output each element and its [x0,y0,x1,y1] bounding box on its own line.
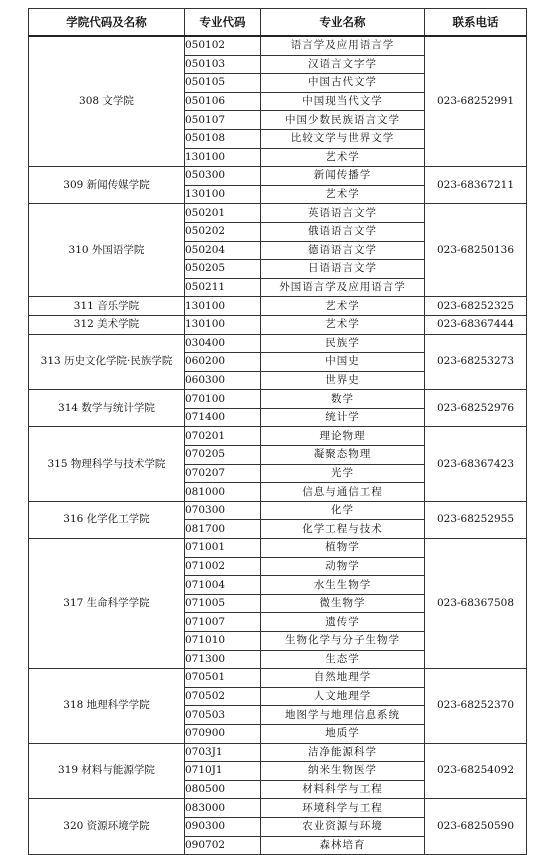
major-name: 化学 [261,501,425,520]
major-code: 081000 [185,483,261,502]
major-name: 凝聚态物理 [261,446,425,465]
header-major-name: 专业名称 [261,9,425,37]
major-name: 中国古代文学 [261,74,425,93]
major-name: 光学 [261,464,425,483]
table-row [29,204,527,223]
major-name: 艺术学 [261,297,425,316]
major-name: 洁净能源科学 [261,743,425,762]
major-name: 化学工程与技术 [261,520,425,539]
major-code: 0710J1 [185,762,261,781]
programs-table [28,8,527,855]
college-name: 314 数学与统计学院 [29,390,185,427]
major-code: 071002 [185,557,261,576]
college-name: 310 外国语学院 [29,204,185,297]
major-code: 050107 [185,111,261,130]
contact-phone: 023-68250136 [425,204,527,297]
contact-phone: 023-68252991 [425,36,527,167]
major-code: 050202 [185,222,261,241]
major-code: 050204 [185,241,261,260]
major-name: 世界史 [261,371,425,390]
major-code: 130100 [185,297,261,316]
major-code: 071004 [185,576,261,595]
major-code: 080500 [185,780,261,799]
college-name: 319 材料与能源学院 [29,743,185,799]
major-name: 中国现当代文学 [261,92,425,111]
major-code: 070205 [185,446,261,465]
major-code: 050211 [185,278,261,297]
major-name: 艺术学 [261,148,425,167]
major-name: 植物学 [261,539,425,558]
table-row [29,539,527,558]
major-name: 德语语言文学 [261,241,425,260]
major-name: 生物化学与分子生物学 [261,632,425,651]
major-name: 外国语言学及应用语言学 [261,278,425,297]
major-code: 060200 [185,353,261,372]
major-name: 遗传学 [261,613,425,632]
table-row [29,501,527,520]
contact-phone: 023-68367444 [425,315,527,334]
contact-phone: 023-68252955 [425,501,527,538]
header-phone: 联系电话 [425,9,527,37]
major-code: 130100 [185,148,261,167]
major-name: 俄语语言文学 [261,222,425,241]
table-row [29,315,527,334]
major-code: 070100 [185,390,261,409]
major-name: 数学 [261,390,425,409]
major-code: 050105 [185,74,261,93]
major-name: 自然地理学 [261,669,425,688]
major-code: 060300 [185,371,261,390]
college-name: 316 化学化工学院 [29,501,185,538]
contact-phone: 023-68367423 [425,427,527,501]
table-row [29,297,527,316]
major-name: 中国史 [261,353,425,372]
major-name: 中国少数民族语言文学 [261,111,425,130]
major-code: 070501 [185,669,261,688]
contact-phone: 023-68367508 [425,539,527,669]
major-name: 农业资源与环境 [261,817,425,836]
table-body [29,36,527,855]
major-name: 地质学 [261,724,425,743]
major-name: 艺术学 [261,315,425,334]
major-code: 083000 [185,799,261,818]
major-name: 水生生物学 [261,576,425,595]
major-code: 070207 [185,464,261,483]
college-name: 320 资源环境学院 [29,799,185,855]
major-code: 070503 [185,706,261,725]
major-name: 日语语言文学 [261,260,425,279]
major-code: 130100 [185,185,261,204]
major-code: 050201 [185,204,261,223]
major-name: 英语语言文学 [261,204,425,223]
table-row [29,427,527,446]
major-name: 材料科学与工程 [261,780,425,799]
contact-phone: 023-68252976 [425,390,527,427]
contact-phone: 023-68252325 [425,297,527,316]
contact-phone: 023-68254092 [425,743,527,799]
major-name: 森林培育 [261,836,425,855]
college-name: 312 美术学院 [29,315,185,334]
major-code: 050205 [185,260,261,279]
major-code: 050102 [185,36,261,55]
header-major-code: 专业代码 [185,9,261,37]
major-code: 070201 [185,427,261,446]
major-name: 比较文学与世界文学 [261,129,425,148]
major-code: 090300 [185,817,261,836]
major-name: 艺术学 [261,185,425,204]
major-name: 民族学 [261,334,425,353]
major-code: 050300 [185,167,261,186]
contact-phone: 023-68250590 [425,799,527,855]
contact-phone: 023-68367211 [425,167,527,204]
table-row [29,669,527,688]
major-code: 071007 [185,613,261,632]
header-college: 学院代码及名称 [29,9,185,37]
major-code: 071010 [185,632,261,651]
college-name: 311 音乐学院 [29,297,185,316]
major-code: 030400 [185,334,261,353]
college-name: 309 新闻传媒学院 [29,167,185,204]
contact-phone: 023-68253273 [425,334,527,390]
major-code: 050103 [185,55,261,74]
college-name: 317 生命科学学院 [29,539,185,669]
table-row [29,743,527,762]
major-code: 071400 [185,408,261,427]
college-name: 308 文学院 [29,36,185,167]
major-code: 071005 [185,594,261,613]
major-code: 0703J1 [185,743,261,762]
table-row [29,36,527,55]
college-name: 313 历史文化学院·民族学院 [29,334,185,390]
contact-phone: 023-68252370 [425,669,527,743]
major-code: 071001 [185,539,261,558]
header-row [29,9,527,37]
major-code: 071300 [185,650,261,669]
table-row [29,799,527,818]
major-code: 070300 [185,501,261,520]
table-row [29,167,527,186]
table-row [29,390,527,409]
major-code: 070502 [185,687,261,706]
major-name: 语言学及应用语言学 [261,36,425,55]
major-code: 130100 [185,315,261,334]
table-row [29,334,527,353]
major-code: 081700 [185,520,261,539]
major-code: 070900 [185,724,261,743]
major-name: 纳米生物医学 [261,762,425,781]
major-code: 050106 [185,92,261,111]
major-name: 环境科学与工程 [261,799,425,818]
major-name: 动物学 [261,557,425,576]
major-name: 人文地理学 [261,687,425,706]
major-name: 统计学 [261,408,425,427]
major-name: 汉语言文字学 [261,55,425,74]
major-name: 生态学 [261,650,425,669]
major-name: 地图学与地理信息系统 [261,706,425,725]
college-name: 318 地理科学学院 [29,669,185,743]
college-name: 315 物理科学与技术学院 [29,427,185,501]
major-name: 微生物学 [261,594,425,613]
major-name: 理论物理 [261,427,425,446]
major-name: 信息与通信工程 [261,483,425,502]
major-code: 050108 [185,129,261,148]
major-code: 090702 [185,836,261,855]
major-name: 新闻传播学 [261,167,425,186]
